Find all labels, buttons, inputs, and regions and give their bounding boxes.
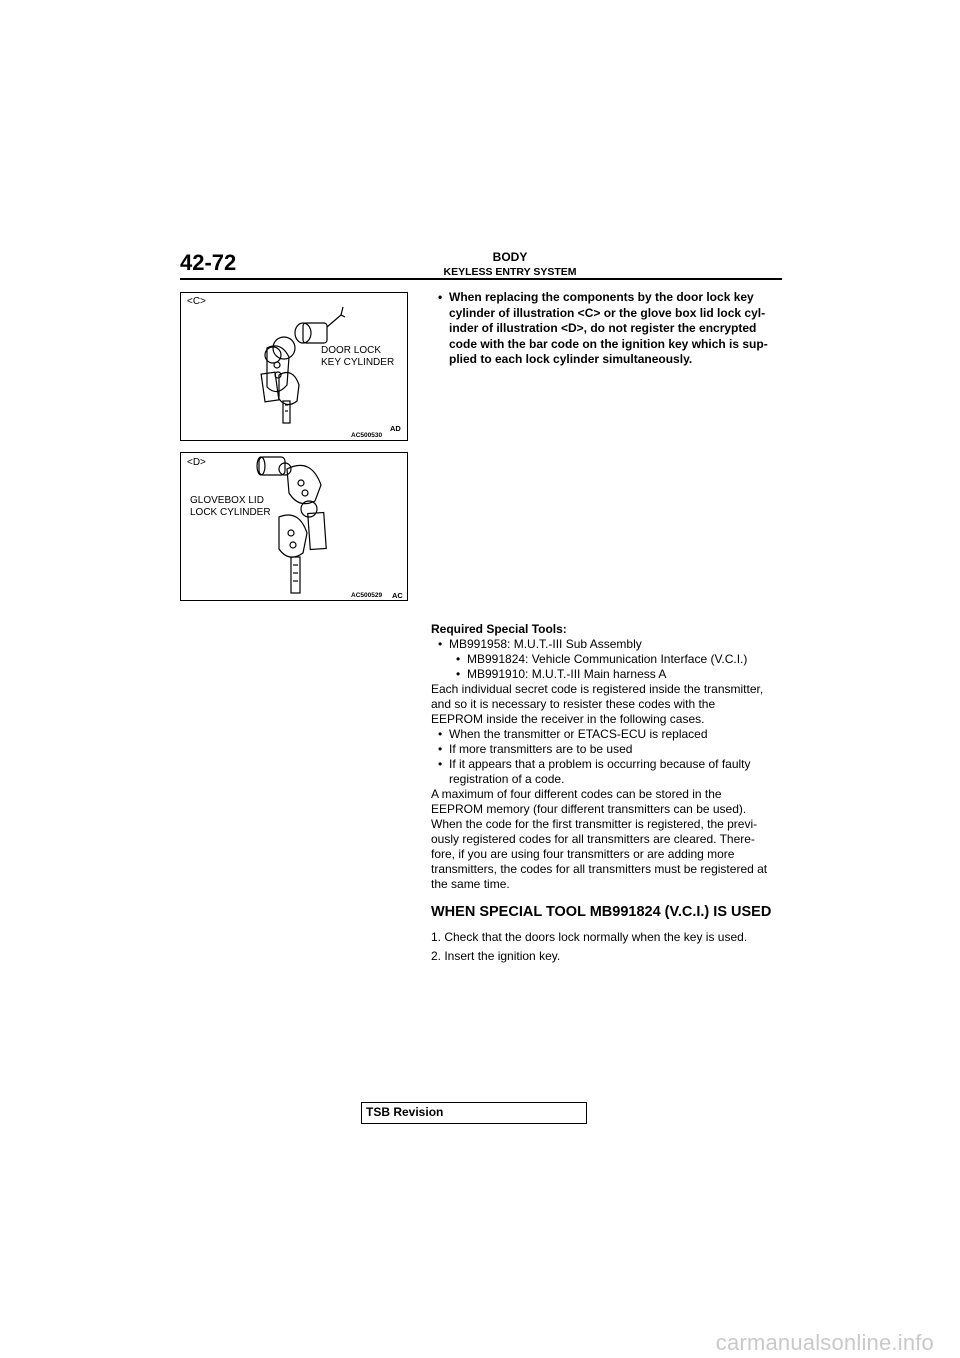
section-title: BODY bbox=[492, 250, 528, 264]
figure-tag: <C> bbox=[187, 296, 206, 307]
step-item: 1. Check that the doors lock normally when the key is used. bbox=[431, 930, 748, 944]
figure-glovebox-lock-cylinder bbox=[180, 452, 408, 601]
figure-code-suffix: AD bbox=[390, 424, 401, 433]
section-subtitle: KEYLESS ENTRY SYSTEM bbox=[443, 266, 577, 278]
figure-code: AC500529 bbox=[351, 592, 383, 599]
figure-door-lock-cylinder bbox=[180, 292, 408, 441]
header-rule bbox=[180, 278, 782, 280]
caution-note: • When replacing the components by the door lock key cylinder of illustration <C> or the glove box lid lock cyl- inder of illustration <D>, do not register the encrypted code with the bar code on the ignition key which is sup- plied to each lock cylinder simultaneously. bbox=[438, 290, 768, 366]
figure-label: GLOVEBOX LID LOCK CYLINDER bbox=[190, 495, 271, 518]
watermark: carmanualsonline.info bbox=[715, 1330, 934, 1355]
procedure-steps bbox=[431, 930, 783, 968]
paragraph: Each individual secret code is registered inside the transmitter, and so it is necessary to resister these codes with the EEPROM inside the receiver in the following cases. bbox=[431, 682, 764, 726]
list-item: • MB991910: M.U.T.-III Main harness A bbox=[456, 667, 667, 681]
tsb-revision-label: TSB Revision bbox=[366, 1105, 444, 1119]
list-item: • MB991958: M.U.T.-III Sub Assembly bbox=[438, 637, 642, 651]
figure-tag: <D> bbox=[187, 457, 206, 468]
list-item: • If it appears that a problem is occurring because of faulty registration of a code. bbox=[438, 757, 751, 786]
procedure-heading: WHEN SPECIAL TOOL MB991824 (V.C.I.) IS USED bbox=[431, 904, 772, 920]
special-tools-section bbox=[431, 622, 783, 892]
list-item: • If more transmitters are to be used bbox=[438, 742, 633, 756]
list-item: • MB991824: Vehicle Communication Interface (V.C.I.) bbox=[456, 652, 748, 666]
figure-code-suffix: AC bbox=[392, 591, 403, 600]
paragraph: A maximum of four different codes can be stored in the EEPROM memory (four different transmitters can be used). When the code for the first transmitter is registered, the previ- ously registered codes for all transmitters are cleared. There- fore, if you are using four transmitters or are adding more transmitters, the codes for all transmitters must be registered at the same time. bbox=[431, 787, 768, 891]
special-tools-heading: Required Special Tools: bbox=[431, 622, 567, 636]
figure-label: DOOR LOCK KEY CYLINDER bbox=[321, 345, 395, 368]
figure-code: AC500530 bbox=[351, 432, 383, 439]
list-item: • When the transmitter or ETACS-ECU is replaced bbox=[438, 727, 708, 741]
bullet-dot: • bbox=[438, 290, 443, 304]
step-item: 2. Insert the ignition key. bbox=[431, 949, 561, 963]
page-number: 42-72 bbox=[180, 250, 237, 275]
glovebox-key-illustration bbox=[181, 453, 407, 600]
